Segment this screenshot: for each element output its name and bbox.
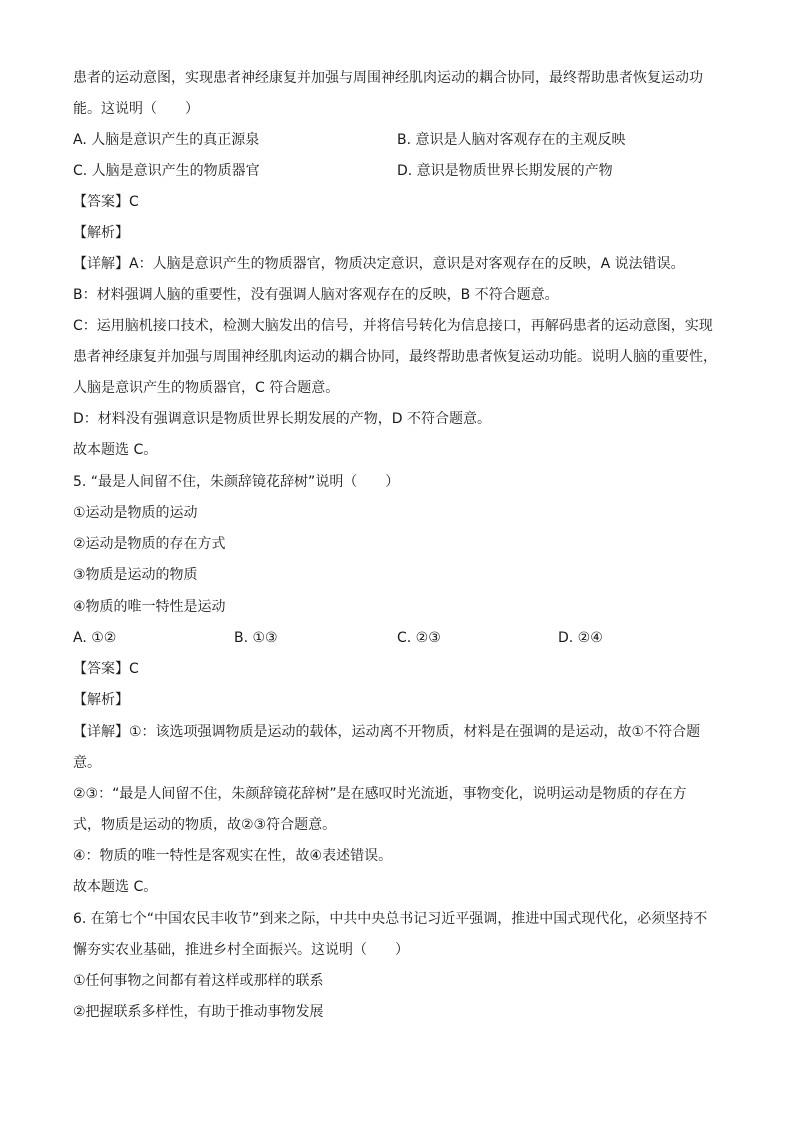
- q6-statement-2: ②把握联系多样性，有助于推动事物发展: [73, 1004, 324, 1020]
- q5-option-b: B. ①③: [234, 630, 278, 646]
- q5-detail-23: 式，物质是运动的物质，故②③符合题意。: [73, 817, 337, 833]
- q6-statement-1: ①任何事物之间都有着这样或那样的联系: [73, 973, 324, 989]
- q6-stem-line: 懈夯实农业基础，推进乡村全面振兴。这说明（ ）: [73, 942, 409, 958]
- q4-conclusion: 故本题选 C。: [73, 442, 158, 458]
- q5-detail-line: 【详解】①：该选项强调物质是运动的载体，运动离不开物质，材料是在强调的是运动，故①不符合题: [73, 724, 701, 740]
- q4-stem-line: 患者的运动意图，实现患者神经康复并加强与周围神经肌肉运动的耦合协同，最终帮助患者恢复运动功: [73, 70, 703, 86]
- q4-analysis-heading: 【解析】: [73, 225, 129, 241]
- q4-option-b: B. 意识是人脑对客观存在的主观反映: [397, 132, 626, 148]
- q5-option-c: C. ②③: [397, 630, 441, 646]
- q5-option-d: D. ②④: [558, 630, 603, 646]
- q4-detail-c: C：运用脑机接口技术，检测大脑发出的信号，并将信号转化为信息接口，再解码患者的运动意图，实现: [73, 318, 713, 334]
- q4-stem-line: 能。这说明（ ）: [73, 101, 199, 117]
- q4-option-d: D. 意识是物质世界长期发展的产物: [397, 163, 613, 179]
- q5-detail-4: ④：物质的唯一特性是客观实在性，故④表述错误。: [73, 848, 393, 864]
- q5-detail-line: 意。: [73, 755, 101, 771]
- q4-answer: 【答案】C: [73, 194, 139, 210]
- q5-option-a: A. ①②: [73, 630, 117, 646]
- q4-detail-c: 患者神经康复并加强与周围神经肌肉运动的耦合协同，最终帮助患者恢复运动功能。说明人脑的重要性，: [73, 349, 717, 365]
- q5-statement-3: ③物质是运动的物质: [73, 567, 198, 583]
- q5-detail-23: ②③：“最是人间留不住，朱颜辞镜花辞树”是在感叹时光流逝，事物变化，说明运动是物质的存在方: [73, 786, 687, 802]
- q5-stem: 5. “最是人间留不住，朱颜辞镜花辞树”说明（ ）: [73, 474, 400, 490]
- q4-detail-b: B：材料强调人脑的重要性，没有强调人脑对客观存在的反映，B 不符合题意。: [73, 287, 559, 303]
- q4-detail-d: D：材料没有强调意识是物质世界长期发展的产物，D 不符合题意。: [73, 411, 492, 427]
- q5-conclusion: 故本题选 C。: [73, 879, 158, 895]
- q4-option-a: A. 人脑是意识产生的真正源泉: [73, 132, 260, 148]
- q6-stem-line: 6. 在第七个“中国农民丰收节”到来之际，中共中央总书记习近平强调，推进中国式现代化，必须坚持不: [73, 911, 708, 927]
- q5-statement-2: ②运动是物质的存在方式: [73, 536, 226, 552]
- q5-answer: 【答案】C: [73, 661, 139, 677]
- q5-statement-4: ④物质的唯一特性是运动: [73, 599, 226, 615]
- q4-detail-c: 人脑是意识产生的物质器官，C 符合题意。: [73, 380, 340, 396]
- q4-detail-line: 【详解】A：人脑是意识产生的物质器官，物质决定意识，意识是对客观存在的反映，A 说法错误。: [73, 256, 685, 272]
- q5-statement-1: ①运动是物质的运动: [73, 505, 198, 521]
- q4-option-c: C. 人脑是意识产生的物质器官: [73, 163, 260, 179]
- q5-analysis-heading: 【解析】: [73, 692, 129, 708]
